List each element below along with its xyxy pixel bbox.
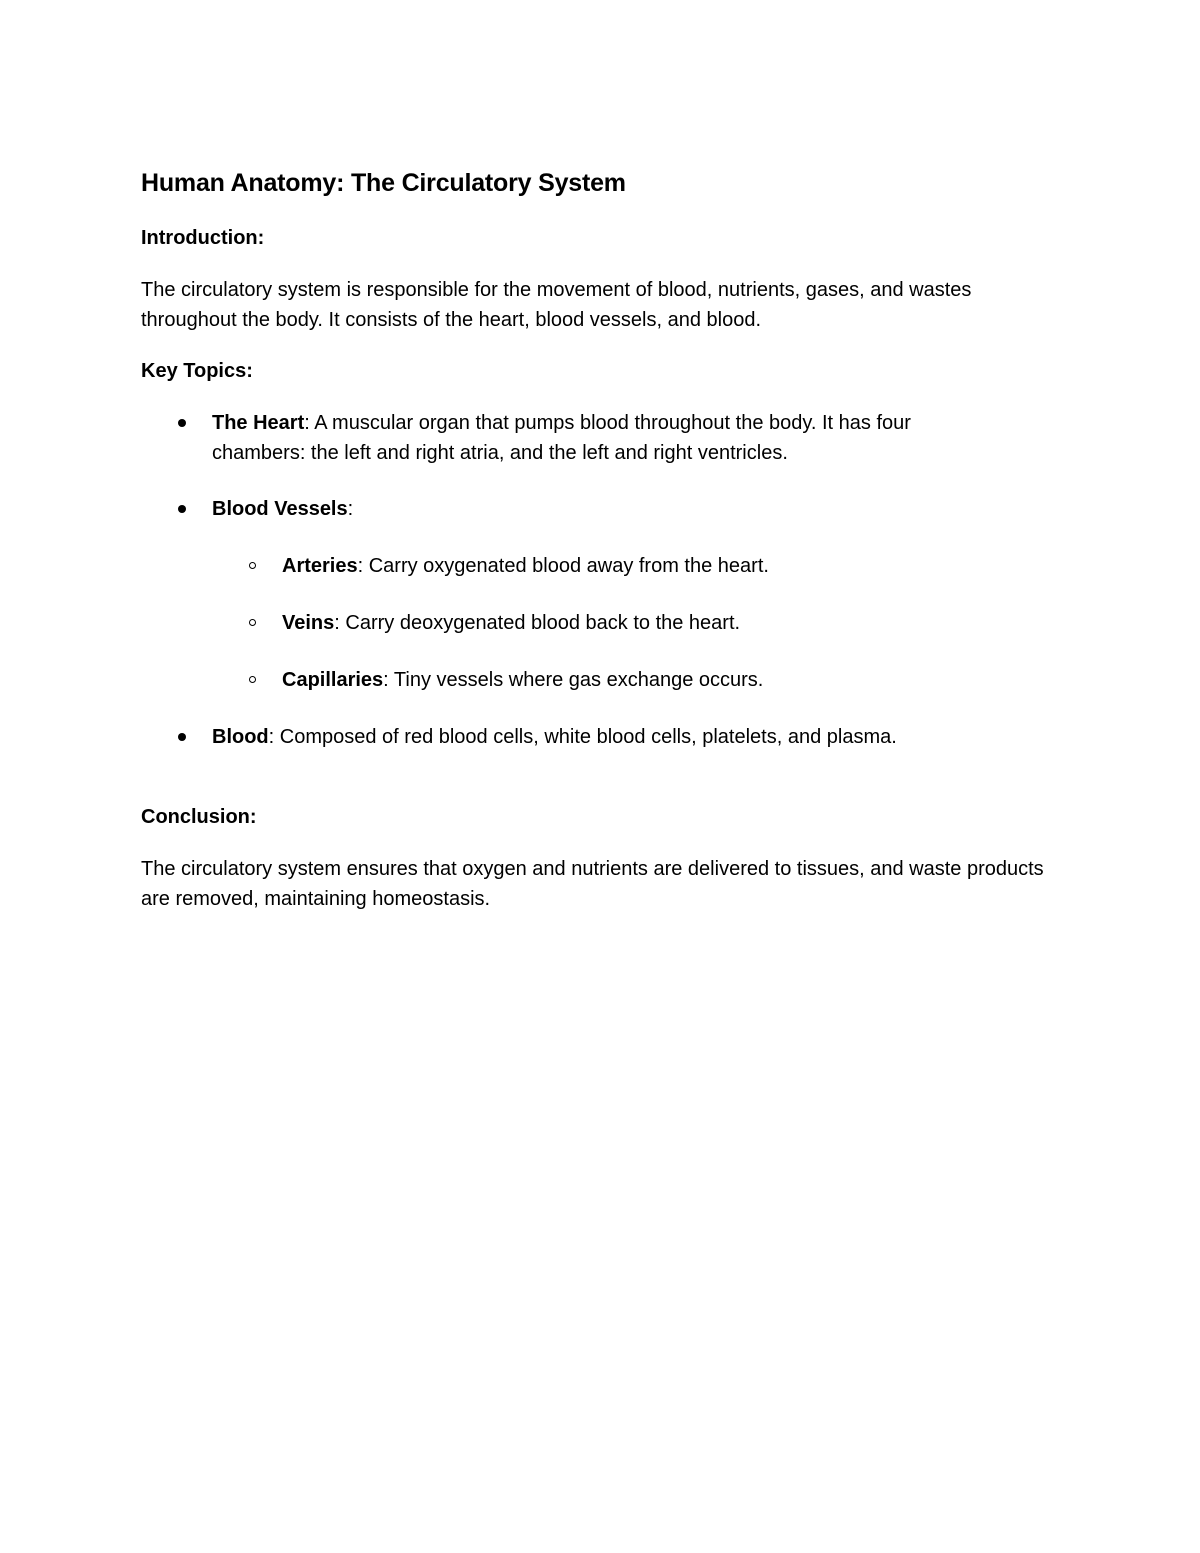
desc-capillaries: : Tiny vessels where gas exchange occurs.	[383, 669, 764, 691]
document-content	[141, 165, 1061, 910]
document-title: Human Anatomy: The Circulatory System	[141, 169, 626, 197]
introduction-text: The circulatory system is responsible for the movement of blood, nutrients, gases, and wastes throughout the body. It consists of the heart, blood vessels, and blood.	[141, 279, 972, 331]
introduction-heading: Introduction:	[141, 227, 265, 249]
list-item-blood	[212, 722, 1002, 752]
hollow-bullet-icon	[249, 619, 256, 626]
term-blood-vessels: Blood Vessels	[212, 498, 348, 520]
term-capillaries: Capillaries	[282, 669, 384, 691]
list-item-text	[212, 408, 1002, 468]
term-heart: The Heart	[212, 412, 305, 434]
hollow-bullet-icon	[249, 676, 256, 683]
desc-heart: : A muscular organ that pumps blood throughout the body. It has four chambers: the left and right atria, and the left and right ventricles.	[212, 412, 911, 464]
conclusion-text: The circulatory system ensures that oxygen and nutrients are delivered to tissues, and waste products are removed, maintaining homeostasis.	[141, 858, 1044, 910]
bullet-icon	[178, 419, 186, 427]
list-item-blood-vessels	[212, 494, 1002, 524]
term-blood: Blood	[212, 726, 269, 748]
key-topics-heading: Key Topics:	[141, 360, 253, 382]
bullet-icon	[178, 733, 186, 741]
hollow-bullet-icon	[249, 562, 256, 569]
desc-veins: : Carry deoxygenated blood back to the heart.	[334, 612, 741, 634]
term-veins: Veins	[282, 612, 335, 634]
desc-blood-vessels: :	[347, 498, 354, 520]
desc-blood: : Composed of red blood cells, white blood cells, platelets, and plasma.	[268, 726, 897, 748]
list-item-text	[212, 494, 1002, 524]
list-item-text	[282, 551, 982, 581]
sub-list-item-capillaries	[282, 665, 982, 695]
desc-arteries: : Carry oxygenated blood away from the heart.	[357, 555, 769, 577]
bullet-icon	[178, 505, 186, 513]
term-arteries: Arteries	[282, 555, 358, 577]
sub-list-item-arteries	[282, 551, 982, 581]
list-item-text	[282, 665, 982, 695]
list-item-heart	[212, 408, 1002, 468]
conclusion-heading: Conclusion:	[141, 806, 257, 828]
list-item-text	[212, 722, 1002, 752]
sub-list-item-veins	[282, 608, 982, 638]
list-item-text	[282, 608, 982, 638]
